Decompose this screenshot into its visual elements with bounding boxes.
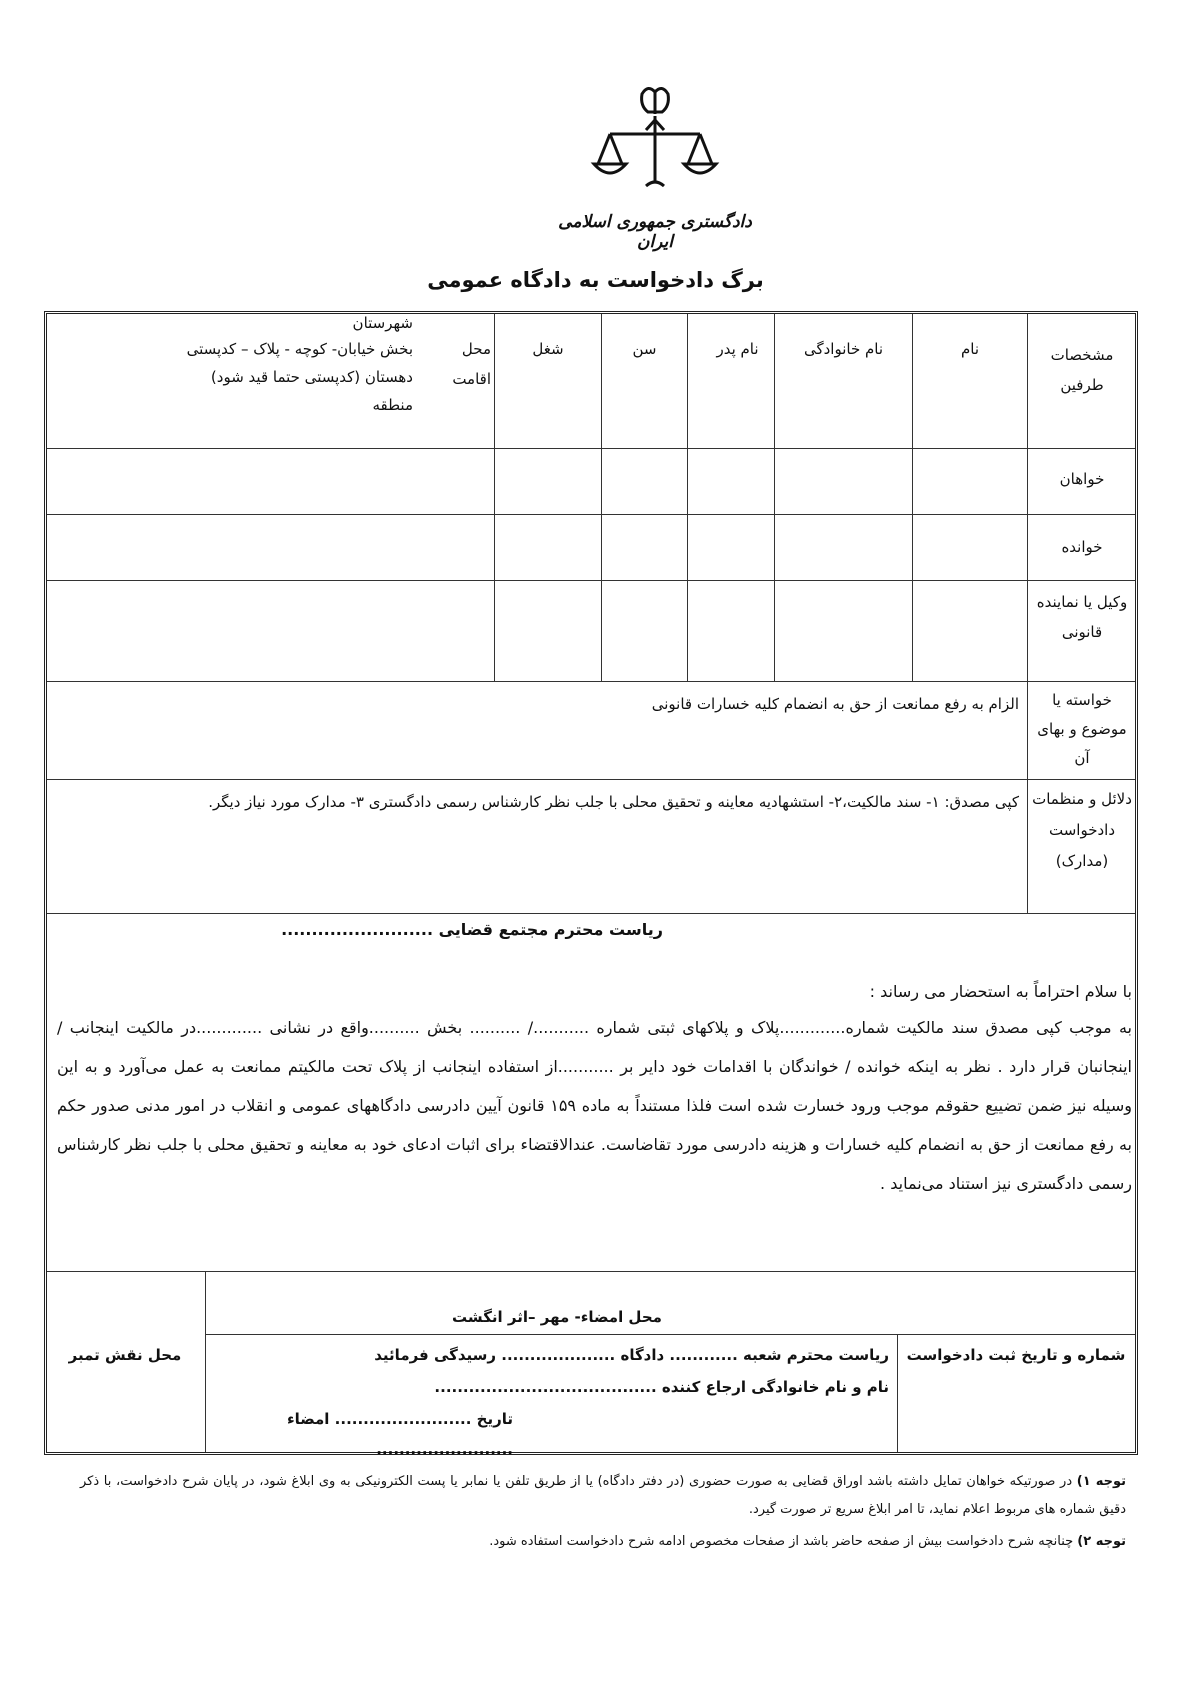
- org-title: دادگستری جمهوری اسلامی ایران: [558, 212, 752, 252]
- address-line-3: دهستان (کدپستی حتما قید شود): [210, 368, 413, 386]
- form-title: برگ دادخواست به دادگاه عمومی: [427, 268, 764, 292]
- subject-label: خواسته یا موضوع و بهای آن: [1037, 691, 1127, 767]
- col-job-header: شغل: [532, 340, 564, 358]
- stamp-place-label: محل نقش تمبر: [68, 1346, 182, 1364]
- col-divider: [774, 314, 775, 681]
- petition-form: [44, 311, 1138, 1458]
- col-divider: [897, 1334, 898, 1452]
- referrer-name-line: نام و نام خانوادگی ارجاع کننده .......................................: [434, 1378, 889, 1396]
- col-divider: [494, 314, 495, 681]
- address-line-2: بخش خیابان- کوچه - پلاک – کدپستی: [186, 340, 413, 358]
- col-name-header: نام: [960, 340, 980, 358]
- row-divider: [47, 913, 1135, 914]
- address-line-4: منطقه: [372, 396, 413, 414]
- subject-value: الزام به رفع ممانعت از حق به انضمام کلیه خسارات قانونی: [651, 695, 1019, 713]
- row-attorney-label: وکیل یا نماینده قانونی: [1036, 593, 1128, 641]
- note-1-title: توجه ۱): [1076, 1474, 1126, 1489]
- judiciary-emblem-icon: [590, 82, 720, 202]
- signature-place-label: محل امضاء- مهر –اثر انگشت: [452, 1308, 662, 1326]
- col-divider: [1027, 314, 1028, 913]
- referral-line: ریاست محترم شعبه ............ دادگاه .................... رسیدگی فرمائید: [374, 1346, 889, 1364]
- row-divider: [47, 681, 1135, 682]
- petition-addressee: ریاست محترم مجتمع قضایی .........................: [281, 920, 663, 939]
- petition-greeting: با سلام احتراماً به استحضار می رساند :: [869, 982, 1132, 1001]
- note-1-text: در صورتیکه خواهان تمایل داشته باشد اوراق قضایی به صورت حضوری (در دفتر دادگاه) یا از طریق تلفن یا نمابر یا پست الکترونیکی به وی ابلاغ شود، در پایان شرح دادخواست، با ذکر دقیق شماره های مربوط اعلام نماید، تا امر ابلاغ سریع تر صورت گیرد.: [80, 1474, 1126, 1517]
- date-signature-line: تاریخ ........................ امضاء ........................: [286, 1410, 513, 1458]
- col-family-header: نام خانوادگی: [803, 340, 884, 358]
- col-divider: [687, 314, 688, 681]
- row-defendant-label: خوانده: [1061, 538, 1103, 556]
- row-divider: [47, 580, 1135, 581]
- row-divider: [205, 1334, 1135, 1335]
- col-divider: [601, 314, 602, 681]
- col-age-header: سن: [632, 340, 657, 358]
- address-line-1: شهرستان: [352, 314, 413, 332]
- note-2-text: چنانچه شرح دادخواست بیش از صفحه حاضر باشد از صفحات مخصوص ادامه شرح دادخواست استفاده شود.: [489, 1534, 1074, 1549]
- parties-label: مشخصات طرفین: [1050, 346, 1114, 394]
- row-divider: [47, 1271, 1135, 1272]
- col-residence-header: محل اقامت: [452, 340, 491, 388]
- col-divider: [205, 1271, 206, 1452]
- note-2: [80, 1528, 1126, 1556]
- registration-label: شماره و تاریخ ثبت دادخواست: [906, 1346, 1126, 1364]
- evidence-label: دلائل و منظمات دادخواست (مدارک): [1032, 790, 1132, 870]
- note-2-title: توجه ۲): [1077, 1534, 1126, 1549]
- evidence-value: کپی مصدق: ۱- سند مالکیت،۲- استشهادیه معاینه و تحقیق محلی با جلب نظر کارشناس رسمی دادگستری ۳- مدارک مورد نیاز دیگر.: [208, 793, 1019, 811]
- petition-body: به موجب کپی مصدق سند مالکیت شماره.............پلاک و پلاکهای ثبتی شماره .........../ .......... بخش ..........واقع در نشانی .............در مالکیت اینجانب / اینجانبان قرار دارد . نظر به اینکه خوانده / خواندگان با اقدامات خود دایر بر ...........از استفاده اینجانب از پلاک تحت مالکیتم ممانعت به عمل می‌آورد و به این وسیله نیز ضمن تضییع حقوقم موجب ورود خسارت شده است فلذا مستنداً به ماده ۱۵۹ قانون آیین دادرسی دادگاههای عمومی و انقلاب در امور مدنی صدور حکم به رفع ممانعت از حق به انضمام کلیه خسارات و هزینه دادرسی مورد تقاضاست. عندالاقتضاء برای اثبات ادعای خود به معاینه و تحقیق محلی با جلب نظر کارشناس رسمی دادگستری نیز استناد می‌نماید .: [57, 1018, 1133, 1193]
- row-divider: [47, 779, 1135, 780]
- row-divider: [47, 448, 1135, 449]
- col-divider: [912, 314, 913, 681]
- row-plaintiff-label: خواهان: [1059, 470, 1105, 488]
- row-divider: [47, 514, 1135, 515]
- col-father-header: نام پدر: [716, 340, 759, 358]
- note-1: [80, 1468, 1126, 1524]
